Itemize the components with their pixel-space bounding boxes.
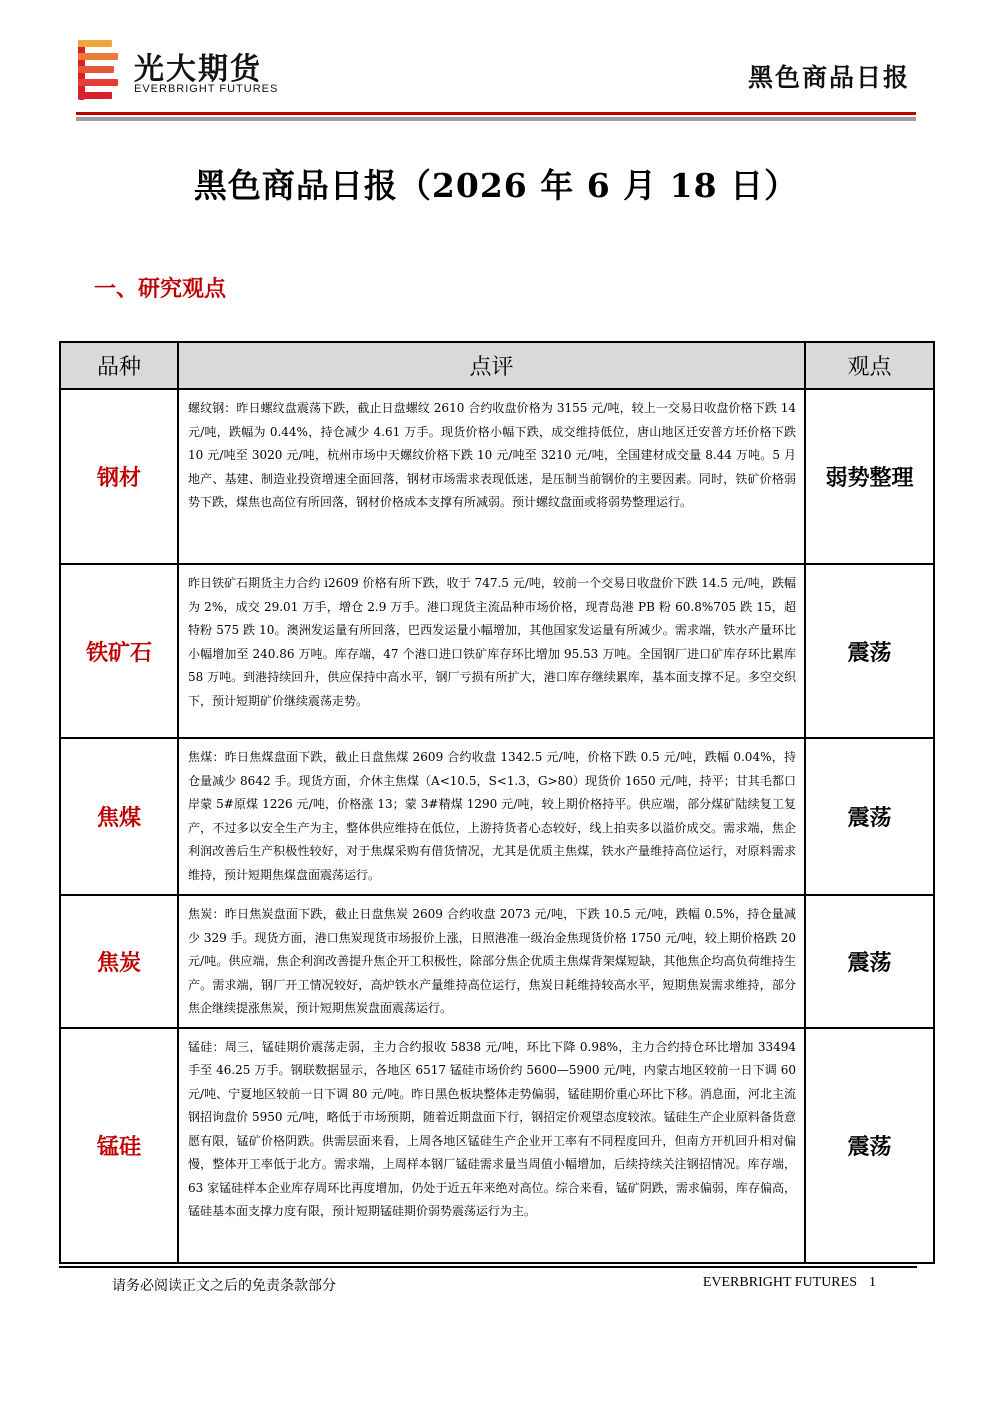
column-header-view: 观点 <box>805 342 934 389</box>
view-cell: 震荡 <box>805 1028 934 1263</box>
variety-cell: 钢材 <box>60 389 178 564</box>
table-row <box>60 738 934 895</box>
comment-cell: 焦炭：昨日焦炭盘面下跌，截止日盘焦炭 2609 合约收盘 2073 元/吨，下跌 10.5 元/吨，跌幅 0.5%，持仓量减少 329 手。现货方面，港口焦炭现货市场报价上涨，日照港准一级冶金焦现货价格 1750 元/吨，较上期价格跌 20 元/吨。供应端，焦企利润改善提升焦企开工积极性，除部分焦企优质主焦煤背架煤短缺，其他焦企均高负荷维持生产。需求端，钢厂开工情况较好，高炉铁水产量维持高位运行，焦炭日耗维持较高水平，短期焦炭需求维持，部分焦企继续提涨焦炭，预计短期焦炭盘面震荡运行。 <box>178 895 805 1028</box>
column-header-comment: 点评 <box>178 342 805 389</box>
view-cell: 震荡 <box>805 895 934 1028</box>
page-number: 1 <box>869 1275 876 1290</box>
header-report-name: 黑色商品日报 <box>747 63 910 92</box>
brand-name-cn: 光大期货 <box>134 52 262 87</box>
document-title: 黑色商品日报（2026 年 6 月 18 日） <box>193 166 799 205</box>
footer-brand-name: EVERBRIGHT FUTURES <box>702 1275 857 1290</box>
footer-rule <box>59 1266 917 1268</box>
comment-cell: 螺纹钢：昨日螺纹盘震荡下跌，截止日盘螺纹 2610 合约收盘价格为 3155 元/吨，较上一交易日收盘价格下跌 14 元/吨，跌幅为 0.44%，持仓减少 4.61 万手。现货价格小幅下跌，成交维持低位，唐山地区迁安普方坯价格下跌 10 元/吨至 3020 元/吨，杭州市场中天螺纹价格下跌 10 元/吨至 3210 元/吨，全国建材成交量 8.44 万吨。5 月地产、基建、制造业投资增速全面回落，钢材市场需求表现低迷，是压制当前钢价的主要因素。同时，铁矿价格弱势下跌，煤焦也高位有所回落，钢材价格成本支撑有所减弱。预计螺纹盘面或将弱势整理运行。 <box>178 389 805 564</box>
view-cell: 弱势整理 <box>805 389 934 564</box>
column-header-variety: 品种 <box>60 342 178 389</box>
header-rule-red <box>76 112 916 115</box>
table-header-row <box>60 342 934 389</box>
research-views-table <box>59 341 935 1264</box>
variety-cell: 焦煤 <box>60 738 178 895</box>
section-title: 一、研究观点 <box>94 276 227 302</box>
footer-disclaimer: 请务必阅读正文之后的免责条款部分 <box>112 1278 336 1294</box>
footer-brand <box>703 1275 876 1291</box>
variety-cell: 铁矿石 <box>60 564 178 738</box>
view-cell: 震荡 <box>805 564 934 738</box>
brand-name-en: EVERBRIGHT FUTURES <box>134 83 279 95</box>
header-rule-gray <box>76 117 916 121</box>
comment-cell: 锰硅：周三，锰硅期价震荡走弱，主力合约报收 5838 元/吨，环比下降 0.98%，主力合约持仓环比增加 33494 手至 46.25 万手。钢联数据显示，各地区 6517 锰硅市场价约 5600—5900 元/吨，内蒙古地区较前一日下调 60 元/吨、宁夏地区较前一日下调 80 元/吨。昨日黑色板块整体走势偏弱，锰硅期价重心环比下移。消息面，河北主流钢招询盘价 5950 元/吨，略低于市场预期，随着近期盘面下行，钢招定价观望态度较浓。锰硅生产企业原料备货意愿有限，锰矿价格阴跌。供需层面来看，上周各地区锰硅生产企业开工率有不同程度回升，但南方开机回升相对偏慢，整体开工率低于北方。需求端，上周样本钢厂锰硅需求量当周值小幅增加，后续持续关注钢招情况。库存端，63 家锰硅样本企业库存周环比再度增加，仍处于近五年来绝对高位。综合来看，锰矿阴跌，需求偏弱，库存偏高，锰硅基本面支撑力度有限，预计短期锰硅期价弱势震荡运行为主。 <box>178 1028 805 1263</box>
page-header <box>0 0 992 125</box>
table-row <box>60 564 934 738</box>
everbright-logo-icon <box>78 40 118 100</box>
table-row <box>60 895 934 1028</box>
comment-cell: 焦煤：昨日焦煤盘面下跌，截止日盘焦煤 2609 合约收盘 1342.5 元/吨，价格下跌 0.5 元/吨，跌幅 0.04%，持仓量减少 8642 手。现货方面，介休主焦煤（A<10.5，S<1.3，G>80）现货价 1650 元/吨，持平；甘其毛都口岸蒙 5#原煤 1226 元/吨，价格涨 13；蒙 3#精煤 1290 元/吨，较上期价格持平。供应端，部分煤矿陆续复工复产，不过多以安全生产为主，整体供应维持在低位，上游持货者心态较好，线上拍卖多以溢价成交。需求端，焦企利润改善后生产积极性较好，对于焦煤采购有借货情况，尤其是优质主焦煤，铁水产量维持高位运行，对原料需求维持，预计短期焦煤盘面震荡运行。 <box>178 738 805 895</box>
variety-cell: 焦炭 <box>60 895 178 1028</box>
table-row <box>60 1028 934 1263</box>
table-row <box>60 389 934 564</box>
comment-cell: 昨日铁矿石期货主力合约 i2609 价格有所下跌，收于 747.5 元/吨，较前一个交易日收盘价下跌 14.5 元/吨，跌幅为 2%，成交 29.01 万手，增仓 2.9 万手。港口现货主流品种市场价格，现青岛港 PB 粉 60.8%705 跌 15，超特粉 575 跌 10。澳洲发运量有所回落，巴西发运量小幅增加，其他国家发运量有所减少。需求端，铁水产量环比小幅增加至 240.86 万吨。库存端，47 个港口进口铁矿库存环比增加 95.53 万吨。全国钢厂进口矿库存环比累库 58 万吨。到港持续回升，供应保持中高水平，钢厂亏损有所扩大，港口库存继续累库，基本面支撑不足。多空交织下，预计短期矿价继续震荡走势。 <box>178 564 805 738</box>
variety-cell: 锰硅 <box>60 1028 178 1263</box>
view-cell: 震荡 <box>805 738 934 895</box>
